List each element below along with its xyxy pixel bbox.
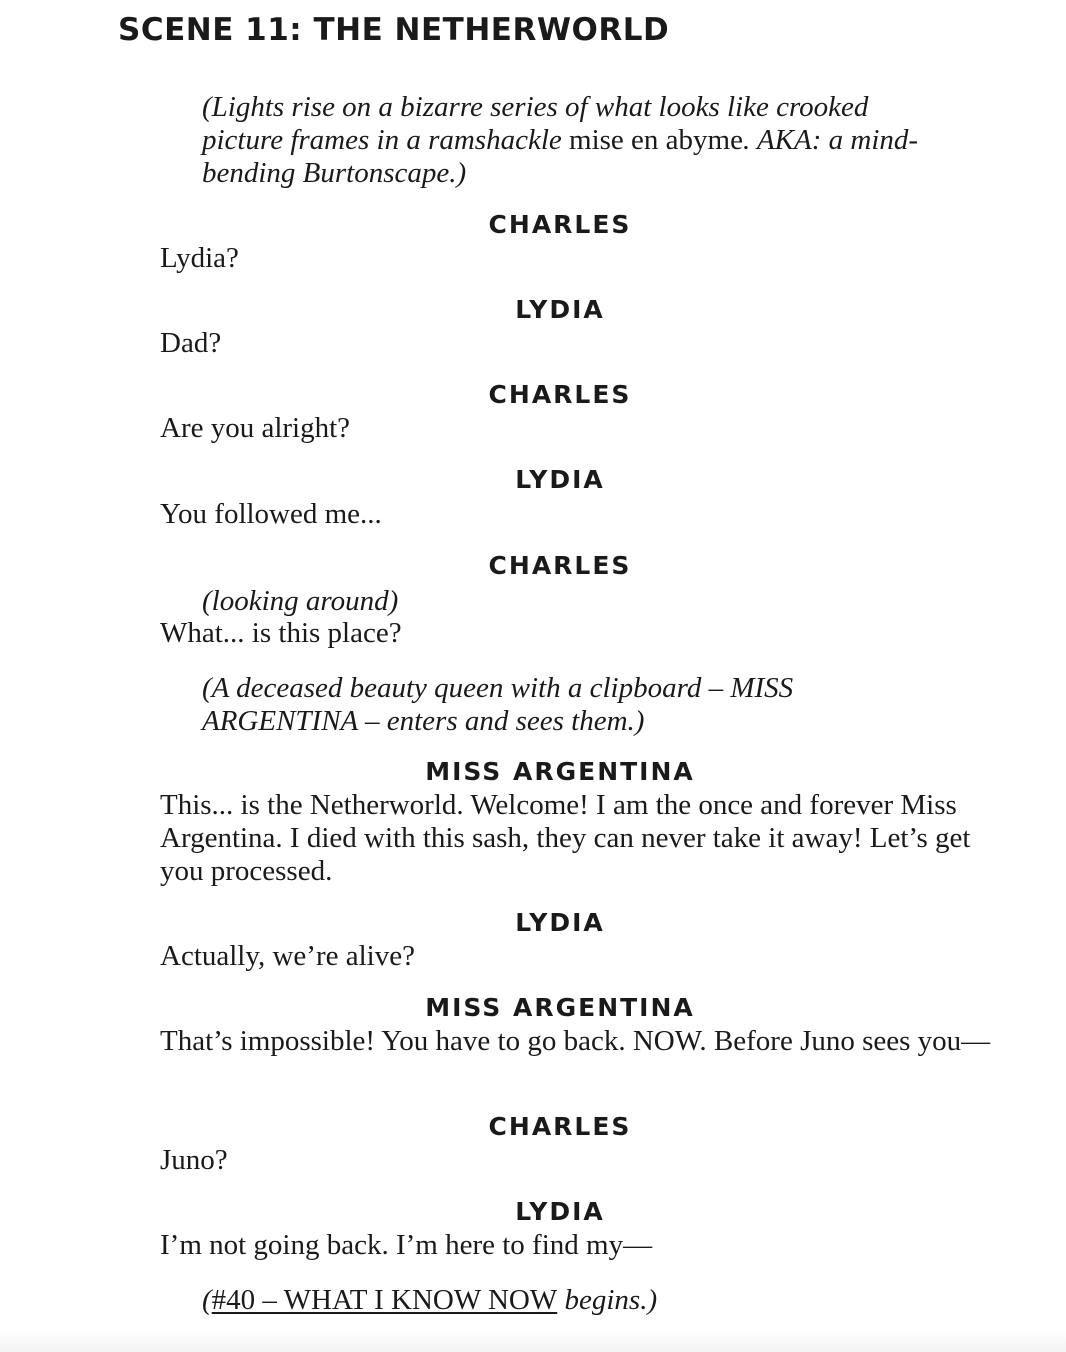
character-name: CHARLES (488, 551, 632, 580)
character-name: CHARLES (488, 380, 632, 409)
character-name: CHARLES (488, 210, 632, 239)
character-name: LYDIA (515, 295, 605, 324)
page-bottom-edge (0, 1330, 1066, 1352)
song-title-link[interactable]: #40 – WHAT I KNOW NOW (211, 1284, 558, 1316)
dialogue-line: You followed me... (160, 498, 382, 530)
dialogue-line: What... is this place? (160, 617, 402, 649)
dialogue-line: This... is the Netherworld. Welcome! I am the once and forever Miss Argentina. I died with this sash, they can never take it away! Let’s get you processed. (160, 789, 971, 887)
stage-direction-entrance: (A deceased beauty queen with a clipboard – MISS ARGENTINA – enters and sees them.) (202, 672, 794, 737)
song-cue-open: ( (202, 1284, 212, 1316)
stage-direction-opening (202, 91, 922, 190)
song-cue-close: begins.) (557, 1284, 658, 1316)
dialogue-line: Juno? (160, 1144, 228, 1176)
stage-direction-upright-phrase: mise en abyme (569, 124, 743, 156)
song-cue (202, 1284, 657, 1317)
character-name: CHARLES (488, 1112, 632, 1141)
dialogue-line: I’m not going back. I’m here to find my— (160, 1229, 653, 1261)
parenthetical: (looking around) (202, 585, 399, 617)
dialogue-line: That’s impossible! You have to go back. NOW. Before Juno sees you— (160, 1025, 991, 1057)
dialogue-line: Dad? (160, 327, 222, 359)
character-name: LYDIA (515, 1197, 605, 1226)
character-name: LYDIA (515, 908, 605, 937)
dialogue-line: Lydia? (160, 242, 239, 274)
character-name: MISS ARGENTINA (425, 993, 695, 1022)
scene-heading: SCENE 11: THE NETHERWORLD (118, 12, 670, 48)
character-name: MISS ARGENTINA (425, 757, 695, 786)
character-name: LYDIA (515, 465, 605, 494)
stage-direction-text: . AKA: a mind-bending Burtonscape.) (202, 124, 919, 189)
dialogue-line: Are you alright? (160, 412, 351, 444)
dialogue-line: Actually, we’re alive? (160, 940, 415, 972)
stage-direction-text: (Lights rise on a bizarre series of what looks like crooked picture frames in a ramshackle (202, 91, 869, 156)
